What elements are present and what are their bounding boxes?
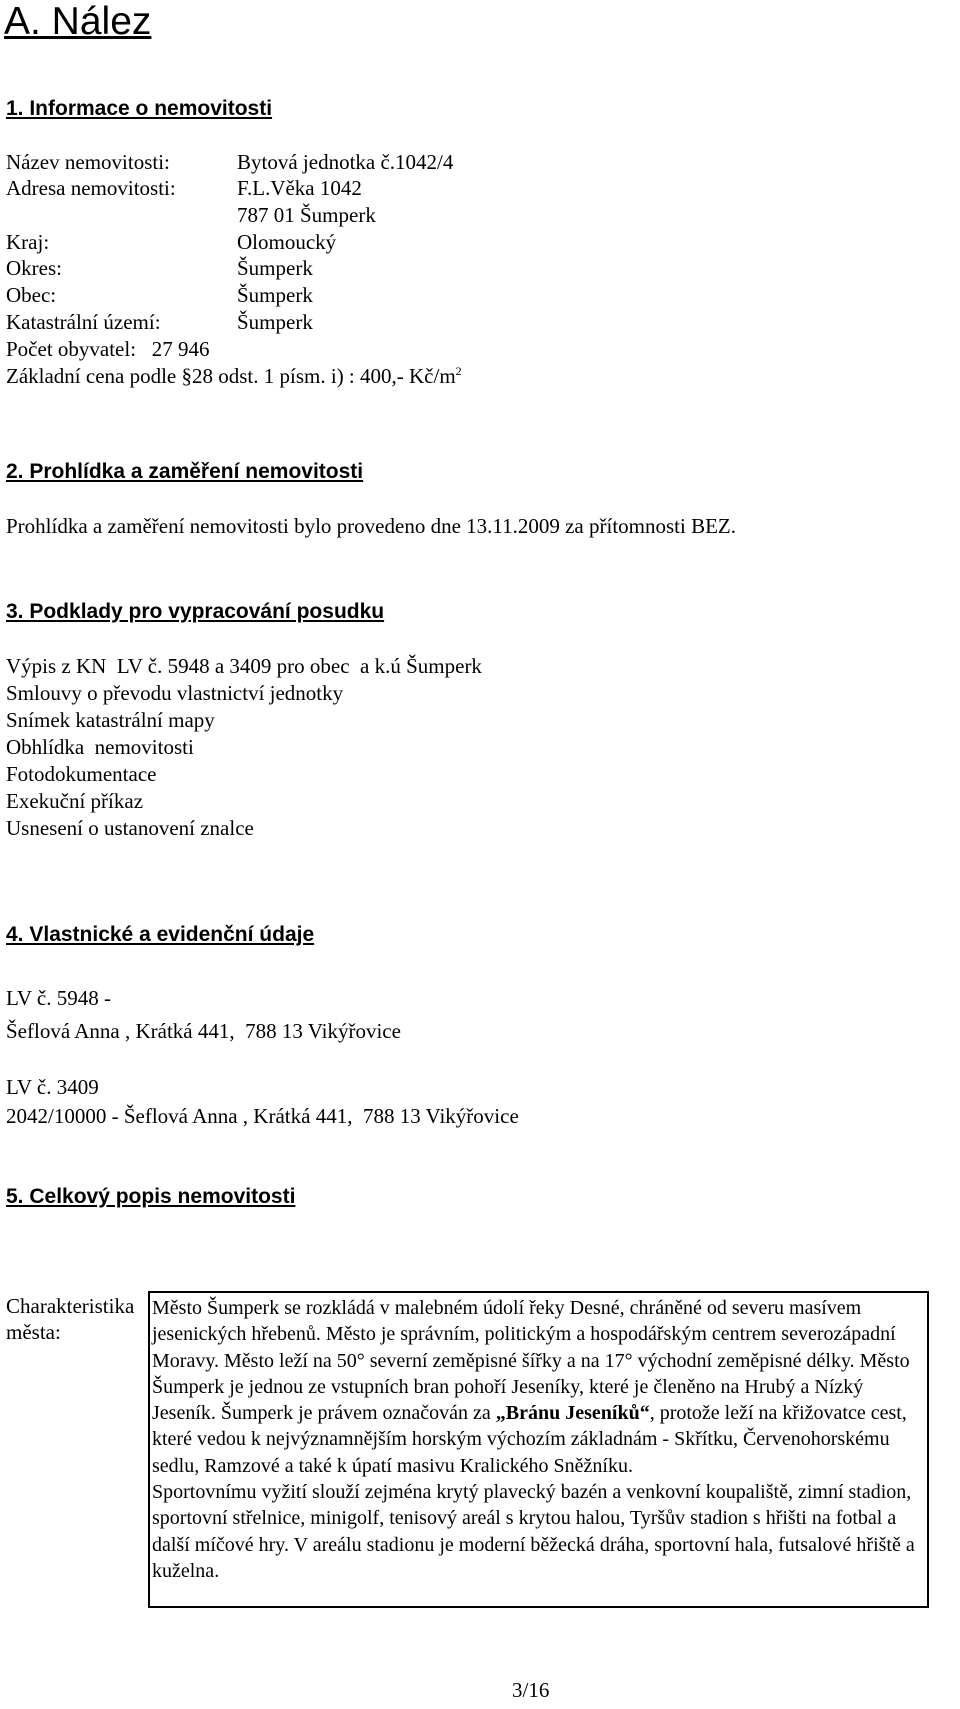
field-label-address: Adresa nemovitosti: <box>6 176 176 200</box>
sports-description-paragraph: Sportovnímu vyžití slouží zejména krytý plavecký bazén a venkovní koupaliště, zimní stadion, sportovní střelnice, minigolf, tenisový areál s krytou halou, Tyršův stadion s hřišti na fotbal a další míčové hry. V areálu stadionu je moderní běžecká dráha, sportovní hala, futsalové hřiště a kuželna. <box>152 1481 915 1582</box>
city-characteristics-label-line1: Charakteristika <box>6 1294 135 1318</box>
source-item: Fotodokumentace <box>6 762 157 786</box>
field-label-municipality: Obec: <box>6 283 57 307</box>
field-label-district: Okres: <box>6 256 62 280</box>
lv1-title: LV č. 5948 - <box>6 986 111 1010</box>
city-characteristics-label <box>6 1293 134 1345</box>
field-value-address-city: 787 01 Šumperk <box>237 203 376 227</box>
section-heading-3: 3. Podklady pro vypracování posudku <box>6 600 385 623</box>
field-value-municipality: Šumperk <box>237 283 313 307</box>
field-label-name: Název nemovitosti: <box>6 150 170 174</box>
field-label-cadastral: Katastrální území: <box>6 310 161 334</box>
base-price-text: Základní cena podle §28 odst. 1 písm. i) : 400,- Kč/m <box>6 364 456 388</box>
city-description-part2: , protože leží na křižovatce cest, které vedou k nejvýznamnějším horským výchozím základnám - Skřítku, Červenohorskému sedlu, Ramzové a také k úpatí masivu Kralického Sněžníku. <box>152 1402 907 1477</box>
city-description-paragraph <box>152 1295 923 1479</box>
city-characteristics-box <box>148 1291 929 1608</box>
source-item: Obhlídka nemovitosti <box>6 735 194 759</box>
section-heading-5: 5. Celkový popis nemovitosti <box>6 1185 296 1208</box>
source-item: Výpis z KN LV č. 5948 a 3409 pro obec a k.ú Šumperk <box>6 654 482 678</box>
population: Počet obyvatel: 27 946 <box>6 337 210 361</box>
section-heading-1: 1. Informace o nemovitosti <box>6 97 273 120</box>
field-value-cadastral: Šumperk <box>237 310 313 334</box>
inspection-text: Prohlídka a zaměření nemovitosti bylo provedeno dne 13.11.2009 za přítomnosti BEZ. <box>6 514 736 538</box>
lv2-owner: 2042/10000 - Šeflová Anna , Krátká 441, 788 13 Vikýřovice <box>6 1104 519 1128</box>
field-value-name: Bytová jednotka č.1042/4 <box>237 150 454 174</box>
lv1-owner: Šeflová Anna , Krátká 441, 788 13 Vikýřovice <box>6 1019 401 1043</box>
section-heading-2: 2. Prohlídka a zaměření nemovitosti <box>6 460 364 483</box>
city-description-part1: Město Šumperk se rozkládá v malebném údolí řeky Desné, chráněné od severu masívem jesenických hřebenů. Město je správním, politickým a hospodářským centrem severozápadní Moravy. Město leží na 50° severní zeměpisné šířky a na 17° východní zeměpisné délky. Město Šumperk je jednou ze vstupních bran pohoří Jeseníky, které je členěno na Hrubý a Nízký Jeseník. Šumperk je právem označován za <box>152 1297 910 1425</box>
city-characteristics-label-line2: města: <box>6 1320 61 1344</box>
city-description-bold: „Bránu Jeseníků“ <box>495 1402 650 1425</box>
field-value-address: F.L.Věka 1042 <box>237 176 362 200</box>
field-value-district: Šumperk <box>237 256 313 280</box>
base-price-sup: 2 <box>455 364 462 378</box>
source-item: Exekuční příkaz <box>6 789 144 813</box>
lv2-title: LV č. 3409 <box>6 1075 99 1099</box>
base-price <box>6 364 462 389</box>
source-item: Snímek katastrální mapy <box>6 708 215 732</box>
main-title: A. Nález <box>4 0 152 43</box>
field-value-region: Olomoucký <box>237 230 337 254</box>
field-label-region: Kraj: <box>6 230 50 254</box>
source-item: Usnesení o ustanovení znalce <box>6 816 254 840</box>
section-heading-4: 4. Vlastnické a evidenční údaje <box>6 923 315 946</box>
source-item: Smlouvy o převodu vlastnictví jednotky <box>6 681 344 705</box>
page-number: 3/16 <box>512 1678 550 1702</box>
